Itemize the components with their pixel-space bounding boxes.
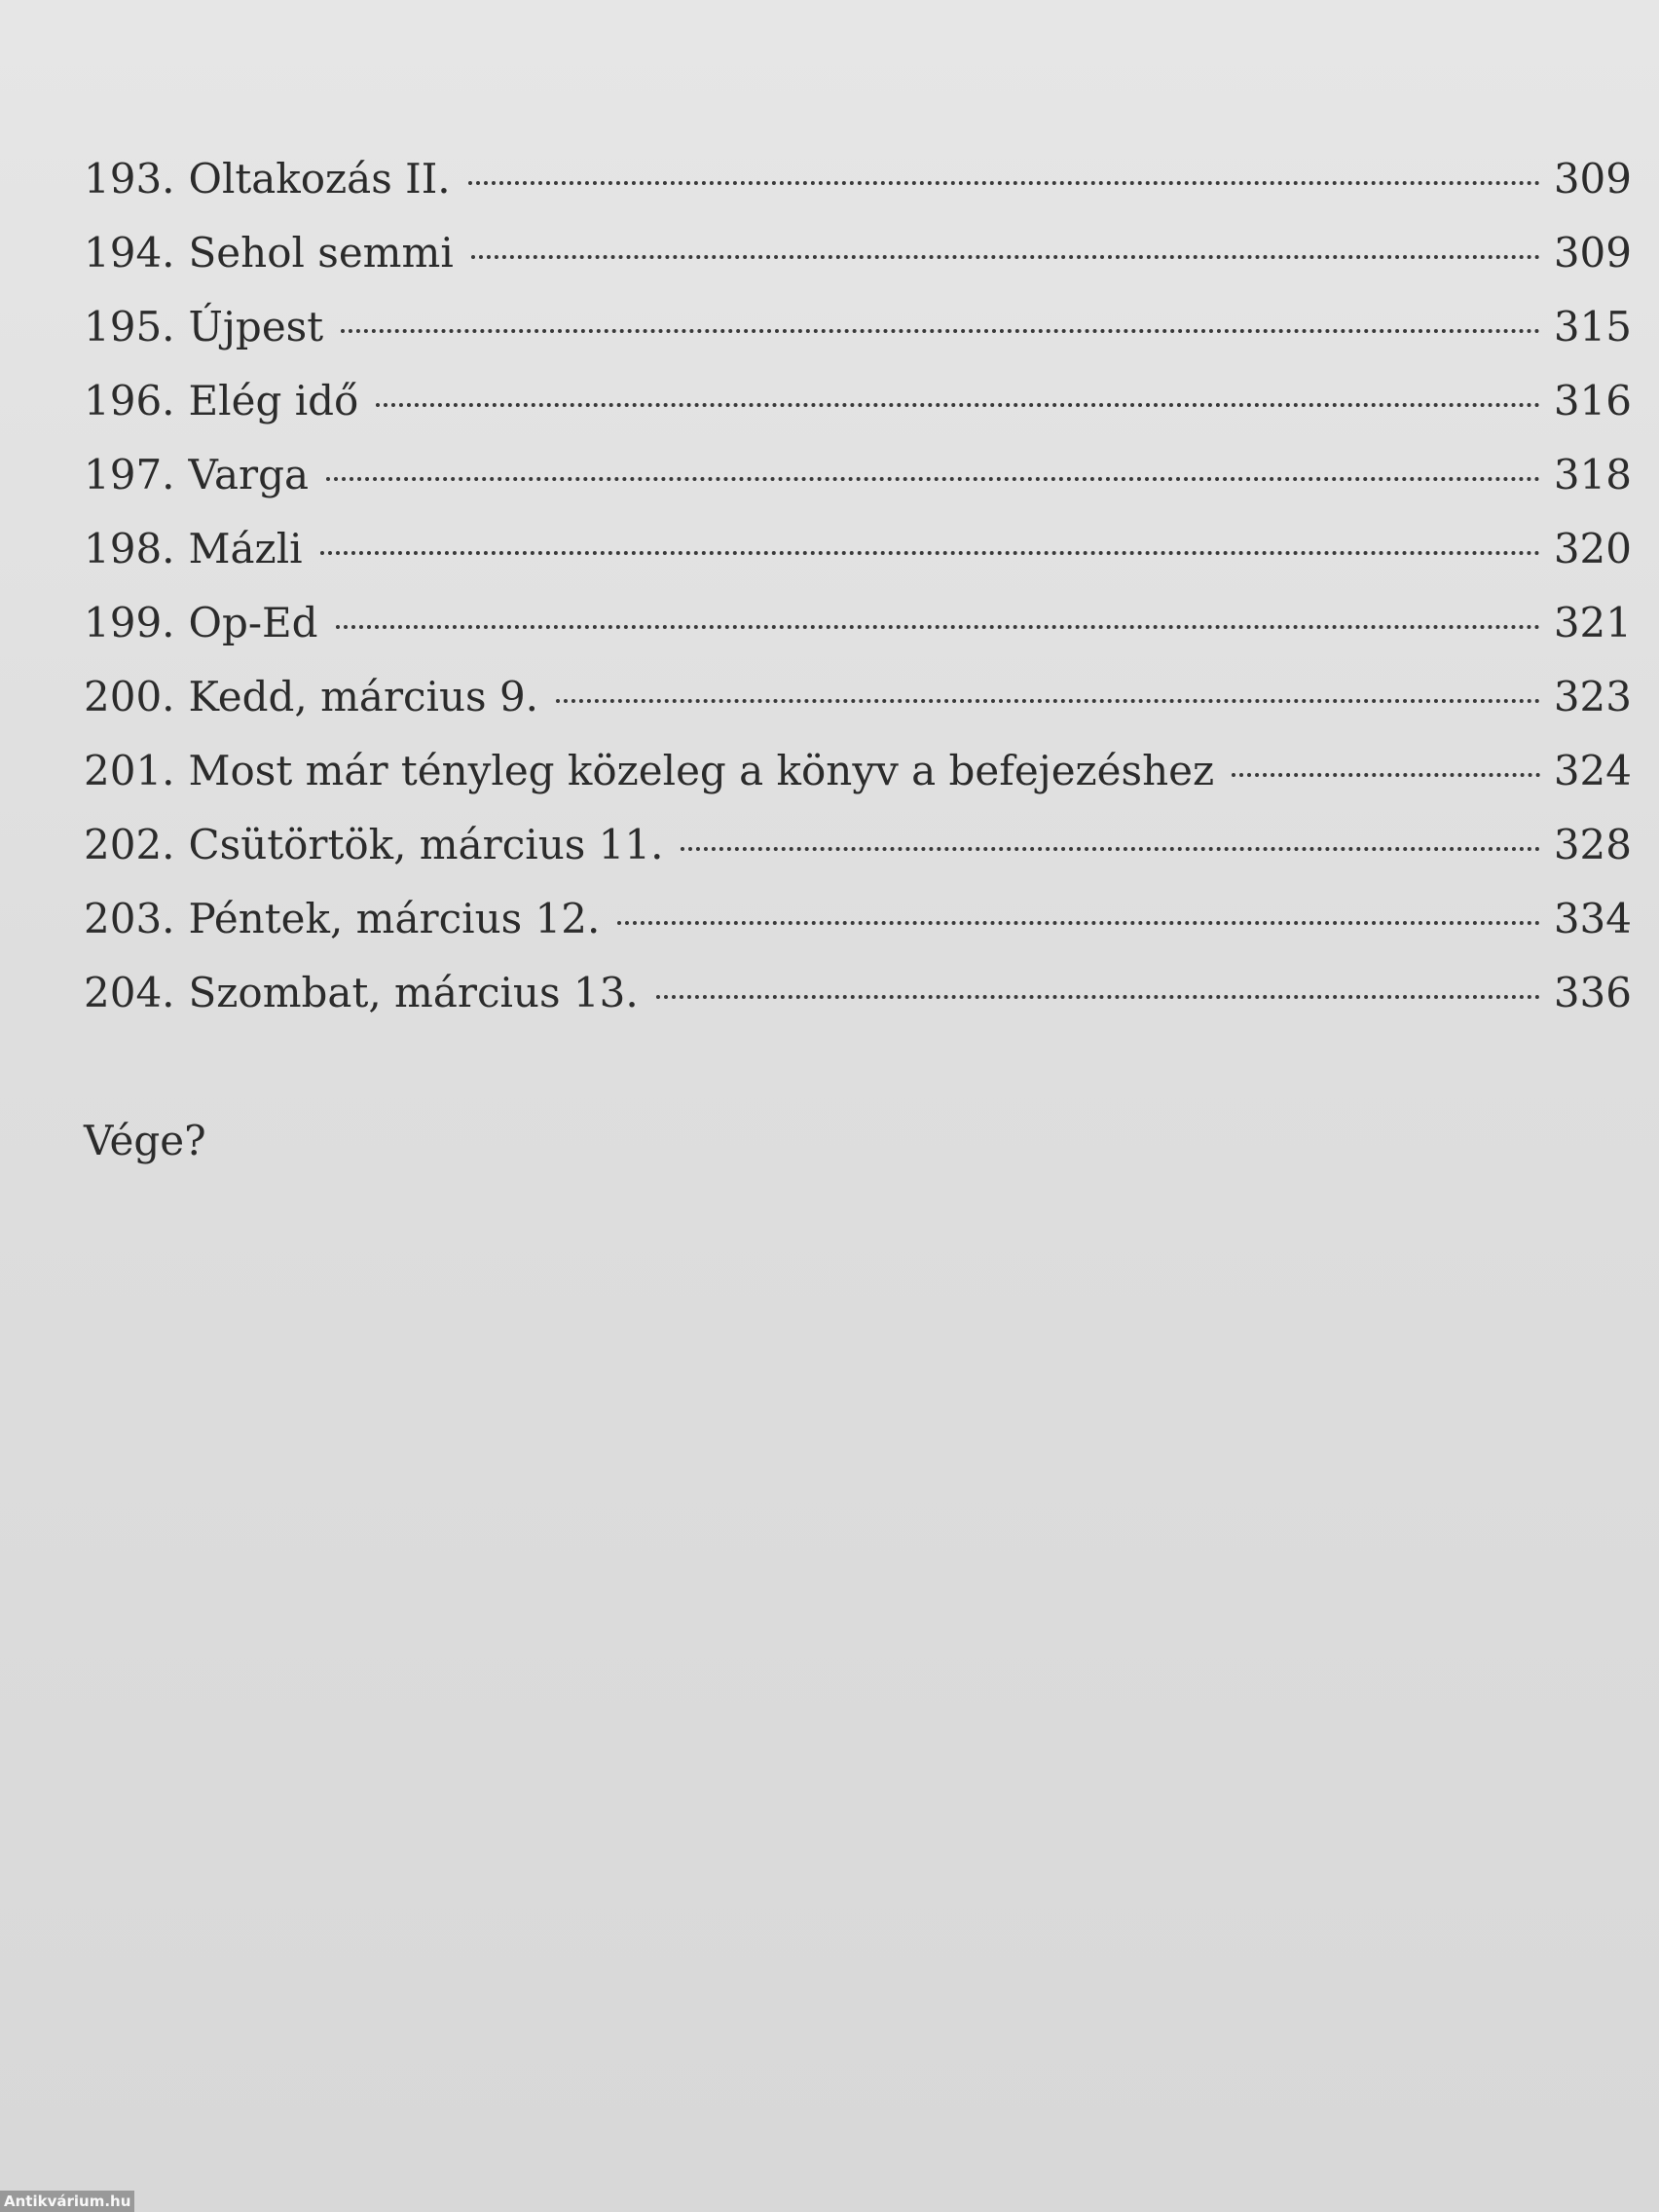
ending-heading: Vége? <box>84 1117 206 1164</box>
toc-entry-title: Oltakozás II. <box>188 155 451 203</box>
toc-entry-title: Most már tényleg közeleg a könyv a befejezéshez <box>188 747 1215 794</box>
dot-leader <box>336 625 1540 629</box>
toc-entry-title: Szombat, március 13. <box>188 969 639 1016</box>
toc-entry-page: 320 <box>1553 525 1632 572</box>
toc-entry-number: 193. <box>84 155 175 203</box>
toc-entry <box>84 808 1632 882</box>
toc-entry-title: Sehol semmi <box>188 229 454 276</box>
toc-entry <box>84 438 1632 512</box>
toc-entry-page: 318 <box>1553 451 1632 498</box>
toc-entry <box>84 882 1632 956</box>
toc-entry-page: 316 <box>1553 377 1632 424</box>
toc-entry-page: 336 <box>1553 969 1632 1016</box>
dot-leader <box>326 477 1540 481</box>
toc-entry-title: Varga <box>188 451 310 498</box>
toc-entry-number: 202. <box>84 821 175 868</box>
dot-leader <box>320 551 1540 555</box>
toc-entry-title: Elég idő <box>188 377 359 424</box>
toc-entry-page: 321 <box>1553 599 1632 646</box>
toc-entry-number: 204. <box>84 969 175 1016</box>
toc-entry-page: 328 <box>1553 821 1632 868</box>
toc-entry <box>84 956 1632 1030</box>
toc-entry-number: 197. <box>84 451 175 498</box>
toc-entry <box>84 586 1632 660</box>
toc-entry-number: 195. <box>84 303 175 350</box>
toc-entry <box>84 142 1632 216</box>
toc-entry-title: Csütörtök, március 11. <box>188 821 664 868</box>
toc-entry-page: 334 <box>1553 895 1632 942</box>
toc-entry-number: 198. <box>84 525 175 572</box>
dot-leader <box>1232 773 1540 777</box>
toc-entry <box>84 660 1632 734</box>
table-of-contents <box>84 142 1632 1030</box>
toc-entry-number: 201. <box>84 747 175 794</box>
dot-leader <box>341 329 1540 333</box>
toc-entry-page: 315 <box>1553 303 1632 350</box>
toc-entry <box>84 290 1632 364</box>
toc-entry-page: 324 <box>1553 747 1632 794</box>
dot-leader <box>471 255 1540 259</box>
toc-entry-page: 323 <box>1553 673 1632 720</box>
dot-leader <box>468 181 1540 185</box>
toc-entry-number: 203. <box>84 895 175 942</box>
toc-entry-title: Péntek, március 12. <box>188 895 601 942</box>
toc-entry-number: 199. <box>84 599 175 646</box>
toc-entry-title: Mázli <box>188 525 303 572</box>
dot-leader <box>556 699 1540 703</box>
toc-entry <box>84 364 1632 438</box>
toc-entry-title: Kedd, március 9. <box>188 673 539 720</box>
toc-entry-title: Op-Ed <box>188 599 318 646</box>
toc-entry <box>84 734 1632 808</box>
dot-leader <box>681 847 1540 851</box>
toc-entry-page: 309 <box>1553 229 1632 276</box>
toc-entry <box>84 216 1632 290</box>
dot-leader <box>656 995 1540 999</box>
watermark: Antikvárium.hu <box>0 2191 134 2212</box>
toc-entry-number: 200. <box>84 673 175 720</box>
toc-entry-number: 196. <box>84 377 175 424</box>
dot-leader <box>617 921 1540 925</box>
dot-leader <box>376 403 1540 407</box>
toc-entry-number: 194. <box>84 229 175 276</box>
toc-entry-page: 309 <box>1553 155 1632 203</box>
toc-entry <box>84 512 1632 586</box>
toc-entry-title: Újpest <box>188 303 324 350</box>
